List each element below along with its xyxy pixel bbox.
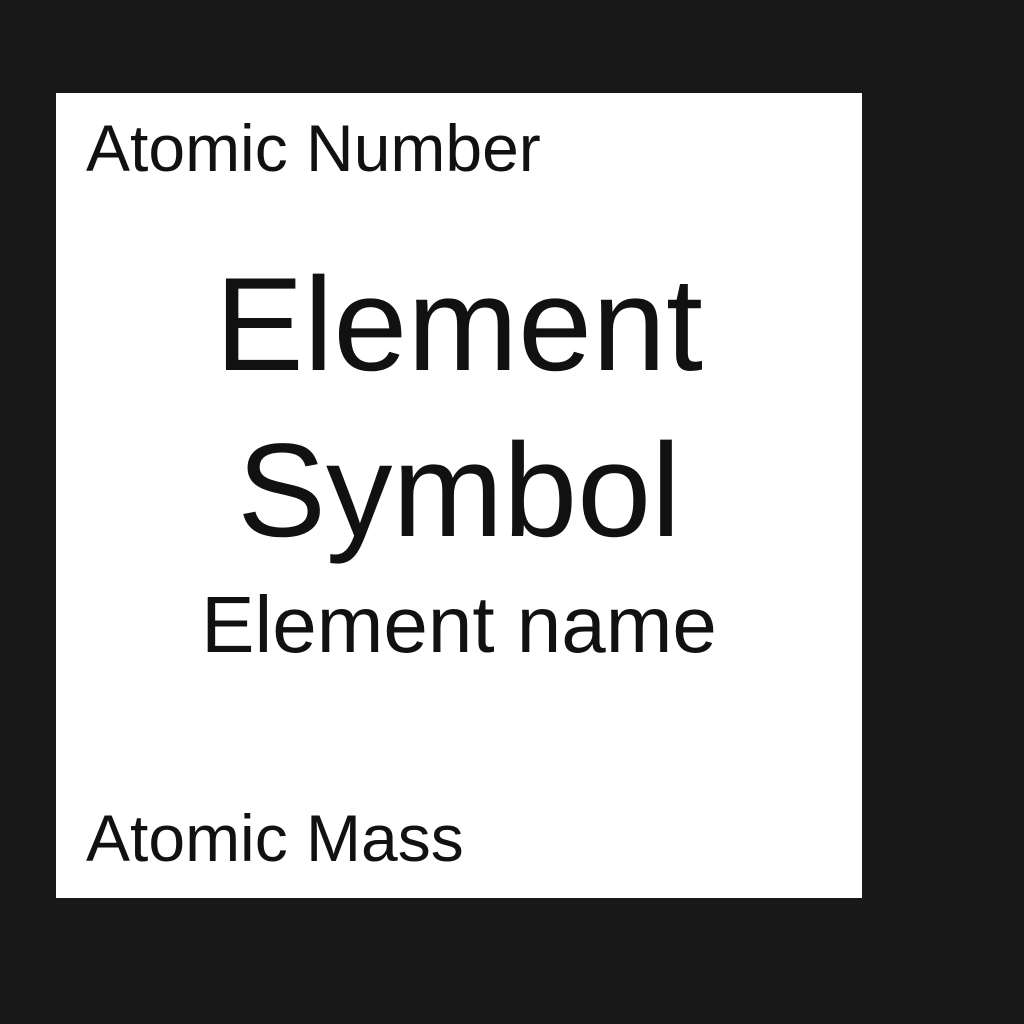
element-tile [56, 93, 862, 898]
element-symbol-line-2: Symbol [237, 417, 681, 565]
atomic-mass-label: Atomic Mass [86, 801, 464, 875]
element-symbol-line-1: Element [215, 251, 703, 399]
element-name-label: Element name [201, 580, 717, 669]
atomic-number-label: Atomic Number [86, 111, 541, 185]
